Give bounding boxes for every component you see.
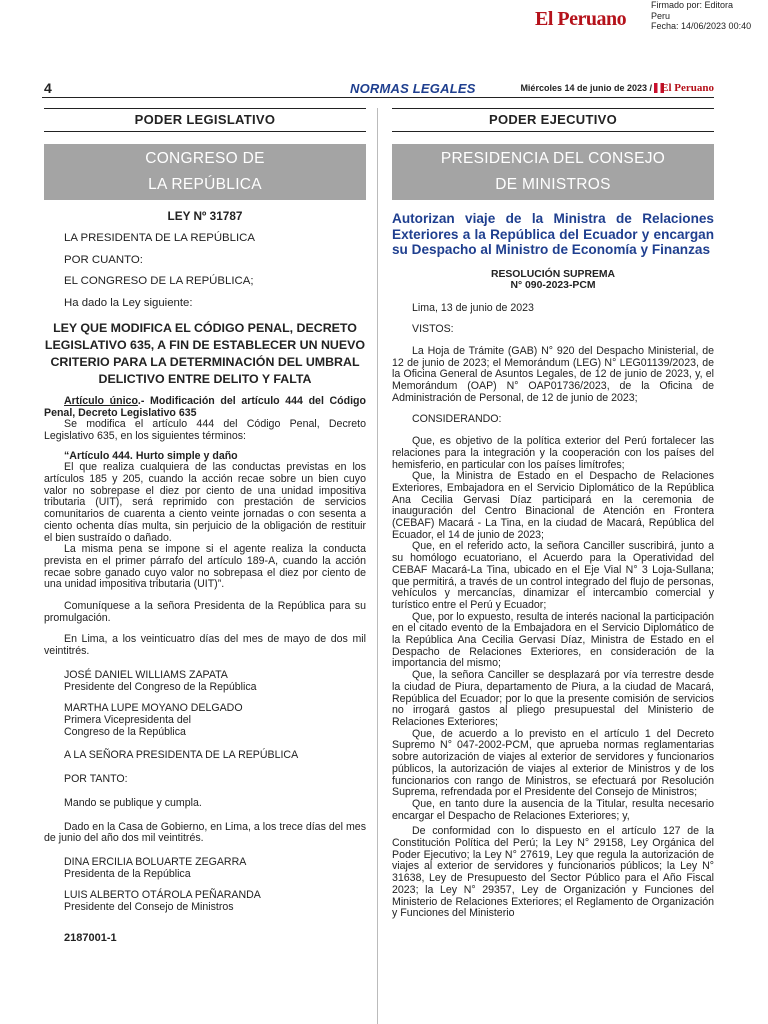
signatory-name: LUIS ALBERTO OTÁROLA PEÑARANDA: [64, 889, 261, 902]
issue-date: Miércoles 14 de junio de 2023 /: [520, 83, 652, 93]
article-heading-text: .- Modificación del artículo 444 del Código Penal, Decreto Legislativo 635: [44, 394, 367, 419]
paragraph: EL CONGRESO DE LA REPÚBLICA;: [64, 275, 254, 288]
paragraph: Que, en tanto dure la ausencia de la Titular, resulta necesario encargar el Despacho de Relaciones Exteriores; y,: [392, 797, 714, 822]
banner-line-2: LA REPÚBLICA: [148, 176, 262, 193]
masthead: [42, 80, 714, 98]
banner-line-1: CONGRESO DE: [145, 150, 265, 167]
signatory-name: DINA ERCILIA BOLUARTE ZEGARRA: [64, 855, 247, 868]
signatory-name: MARTHA LUPE MOYANO DELGADO: [64, 702, 243, 715]
paragraph: Que, es objetivo de la política exterior del Perú fortalecer las relaciones para la integración y la cooperación con los países del hemisferio, en particular con los países limítrofes;: [392, 435, 714, 471]
resolution-title: Autorizan viaje de la Ministra de Relaciones Exteriores a la República del Ecuador y encargan su Despacho al Ministro de Economía y Finanzas: [392, 211, 714, 257]
resolution-type: RESOLUCIÓN SUPREMA: [490, 268, 616, 280]
institution-banner-pcm: [392, 144, 714, 200]
section-title: NORMAS LEGALES: [350, 81, 476, 96]
page-number: 4: [44, 80, 52, 96]
signatory-role: Presidenta de la República: [64, 867, 191, 880]
paragraph: Mando se publique y cumpla.: [64, 796, 202, 809]
paragraph: Se modifica el artículo 444 del Código Penal, Decreto Legislativo 635, en los siguientes términos:: [44, 418, 366, 442]
signatory-role: Presidente del Consejo de Ministros: [64, 901, 234, 914]
banner-line-2: DE MINISTROS: [495, 176, 611, 193]
quote-heading: “Artículo 444. Hurto simple y daño: [64, 449, 238, 462]
signature-text: Firmado por: Editora Peru Fecha: 14/06/2023 00:40: [651, 0, 752, 31]
power-heading-legislative: PODER LEGISLATIVO: [44, 108, 366, 132]
el-peruano-logo: El Peruano: [535, 8, 627, 30]
paragraph: A LA SEÑORA PRESIDENTA DE LA REPÚBLICA: [64, 749, 299, 762]
paragraph: POR TANTO:: [64, 773, 128, 786]
paragraph: Lima, 13 de junio de 2023: [412, 301, 534, 314]
column-divider: [377, 108, 378, 1024]
right-column: [392, 108, 714, 920]
paragraph: De conformidad con lo dispuesto en el artículo 127 de la Constitución Política del Perú; la Ley N° 29158, Ley Orgánica del Poder Ejecutivo; la Ley N° 27619, Ley que regula la autorización de viajes al exterior de servidores y funcionarios públicos; la Ley N° 31638, Ley de Presupuesto del Sector Público para el Año Fiscal 2023; la Ley N° 29357, Ley de Organización y Funciones del Ministerio de Relaciones Exteriores; el Reglamento de Organización y Funciones del Ministerio: [392, 825, 714, 920]
paragraph: Que, la señora Canciller se desplazará por vía terrestre desde la ciudad de Piura, departamento de Piura, a la ciudad de Macará, República del Ecuador; por lo que la presente comisión de servicios no irrogará gastos al pliego presupuestal del Ministerio de Relaciones Exteriores;: [392, 669, 714, 728]
institution-banner-congress: [44, 144, 366, 200]
paragraph: Dado en la Casa de Gobierno, en Lima, a los trece días del mes de junio del año dos mil veintitrés.: [44, 820, 366, 845]
power-heading-executive: PODER EJECUTIVO: [392, 108, 714, 132]
paragraph: LA PRESIDENTA DE LA REPÚBLICA: [64, 232, 255, 244]
paragraph: Que, por lo expuesto, resulta de interés nacional la participación en el citado evento de la Embajadora en el Servicio Diplomático de la República Ana Cecilia Gervasi Díaz, Ministra de Estado en el Despacho de Relaciones Exteriores, en consideración de la importancia del mismo;: [392, 610, 714, 670]
paragraph: Que, la Ministra de Estado en el Despacho de Relaciones Exteriores, Embajadora en el Servicio Diplomático de la República Ana Cecilia Gervasi Díaz participará en la ceremonia de inauguración del Centro Binacional de Atención en Frontera (CEBAF) Macará - La Tina, en la ciudad de Macará, República del Ecuador, el 14 de junio de 2023;: [392, 470, 714, 541]
paragraph: En Lima, a los veinticuatro días del mes de mayo de dos mil veintitrés.: [44, 633, 366, 658]
signatory-role: Congreso de la República: [64, 725, 186, 738]
paragraph: Ha dado la Ley siguiente:: [64, 297, 193, 310]
publication-code: 2187001-1: [64, 931, 117, 944]
paragraph: Que, en el referido acto, la señora Canciller suscribirá, junto a su homólogo ecuatoriano, el Acuerdo para la Operatividad del CEBAF Macará-La Tina, ubicado en el Eje Vial N° 3 Loja-Sullana; que permitirá, a través de un control integrado del flujo de personas, vehículos y mercancías, dinamizar el intercambio comercial y turístico entre el Perú y Ecuador;: [392, 540, 714, 611]
paragraph: Comuníquese a la señora Presidenta de la República para su promulgación.: [44, 600, 366, 624]
left-column: [44, 108, 366, 944]
resolution-number: [392, 269, 714, 291]
resolution-id: N° 090-2023-PCM: [510, 279, 596, 291]
masthead-brand: El Peruano: [661, 82, 714, 94]
quote-paragraph: La misma pena se impone si el agente realiza la conducta prevista en el primer párrafo del artículo 189-A, cuando la acción recae sobre ganado cuyo valor no sobrepasa el diez por ciento de una unidad impositiva tributaria (UIT)”.: [44, 543, 366, 591]
banner-line-1: PRESIDENCIA DEL CONSEJO: [440, 150, 666, 167]
signatory-role: Primera Vicepresidenta del: [64, 713, 191, 726]
signatory-name: JOSÉ DANIEL WILLIAMS ZAPATA: [64, 668, 228, 681]
paragraph: VISTOS:: [412, 323, 454, 336]
quote-paragraph: El que realiza cualquiera de las conductas previstas en los artículos 185 y 205, cuando la acción recae sobre un bien cuyo valor no sobrepase el diez por ciento de una unidad impositiva tributaria (UIT), será reprimido con prestación de servicios comunitarios de cuarenta a ciento veinte jornadas o con sesenta a ciento ochenta días multa, sin perjuicio de la obligación de restituir el bien sustraído o dañado.: [44, 461, 366, 544]
article-label: Artículo único: [64, 394, 138, 407]
law-title: LEY QUE MODIFICA EL CÓDIGO PENAL, DECRETO LEGISLATIVO 635, A FIN DE ESTABLECER UN NUEVO CRITERIO PARA LA DETERMINACIÓN DEL UMBRAL DELICTIVO ENTRE DELITO Y FALTA: [44, 320, 366, 386]
signatory-role: Presidente del Congreso de la República: [64, 680, 257, 693]
paragraph: La Hoja de Trámite (GAB) N° 920 del Despacho Ministerial, de 12 de junio de 2023; el Memorándum (LEG) N° LEG01139/2023, de la Oficina General de Asuntos Legales, de 12 de junio de 2023, y, el Memorándum (OAP) N° OAP01736/2023, de la Oficina de Administración de Personal, de 12 de junio de 2023;: [392, 344, 714, 404]
paragraph: CONSIDERANDO:: [412, 413, 502, 426]
article-heading: [44, 396, 366, 419]
law-number: LEY Nº 31787: [167, 209, 243, 223]
paragraph: Que, de acuerdo a lo previsto en el artículo 1 del Decreto Supremo N° 047-2002-PCM, que aprueba normas reglamentarias sobre autorización de viajes al exterior de servidores y funcionarios públicos, la autorización de viajes al exterior de Ministros y de los funcionarios con rango de Ministros, se efectuará por Resolución Suprema, refrendada por el Presidente del Consejo de Ministros;: [392, 727, 714, 799]
digital-signature-stamp: [535, 0, 768, 44]
paragraph: POR CUANTO:: [64, 253, 143, 266]
